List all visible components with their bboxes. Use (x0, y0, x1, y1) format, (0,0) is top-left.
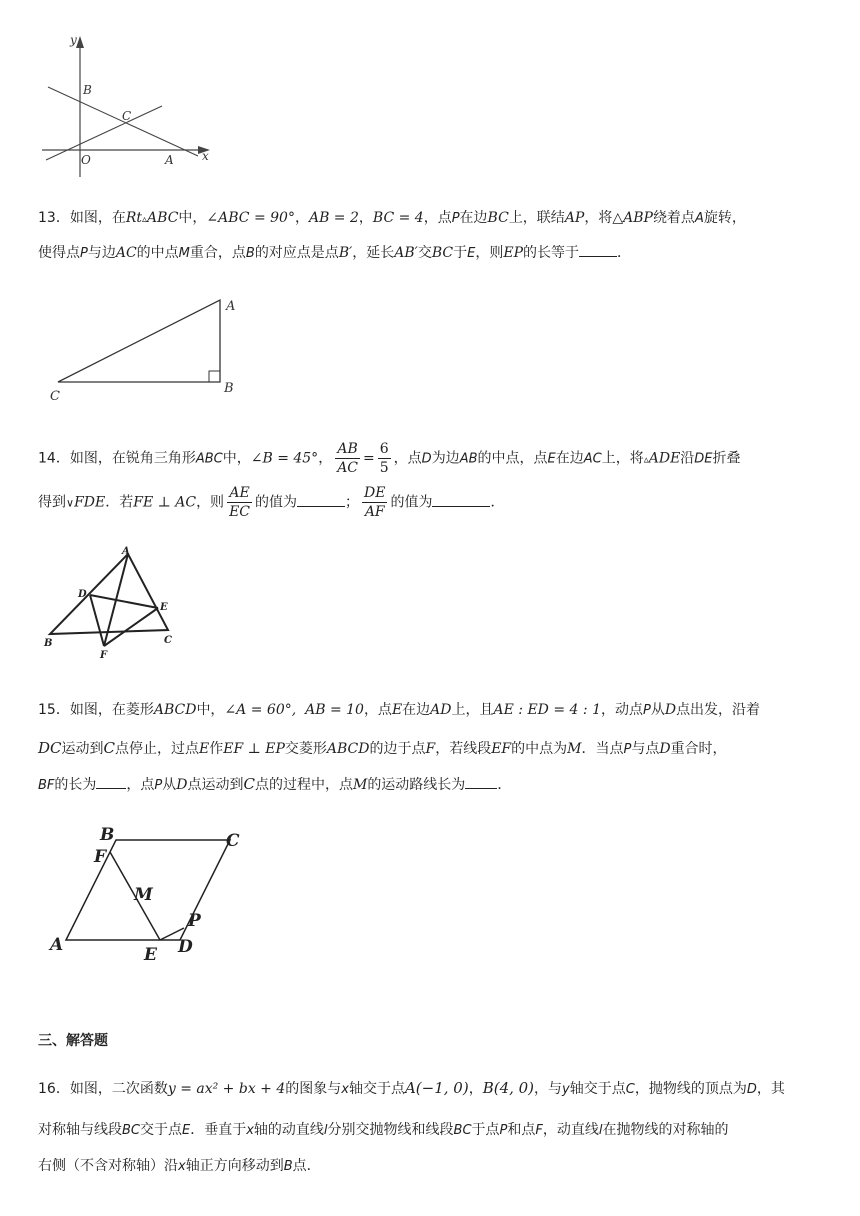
y-axis-arrow (76, 36, 84, 48)
label-e: E (160, 602, 168, 613)
answer-blank[interactable] (579, 242, 617, 257)
answer-blank-1[interactable] (297, 492, 345, 507)
label-o: O (81, 153, 91, 167)
q15-line3: BF的长为 ，点P从D点运动到C点的过程中，点M的运动路线长为 ． (38, 775, 512, 793)
q13-line2: 使得点P与边AC的中点M重合，点B的对应点是点B′，延长AB′交BC于E，则EP的长等于 ． (38, 242, 840, 264)
label-c: C (122, 109, 132, 123)
label-a: A (226, 299, 236, 314)
triangle-abc (58, 300, 220, 382)
label-c: C (226, 831, 240, 851)
label-b: B (44, 638, 53, 649)
fig15-rhombus (40, 820, 260, 970)
label-c: C (164, 635, 172, 646)
q14-line1: 14．如图，在锐角三角形ABC中，∠B = 45°， $\frac{AB}{AC}$ = $\frac{6}{5}$ ，点D为边AB的中点，点E在边AC上，将▵ADE沿DE折叠 (38, 441, 741, 476)
line-oc (46, 106, 162, 160)
label-c: C (50, 389, 60, 404)
answer-blank-1[interactable] (96, 774, 126, 789)
label-b: B (224, 381, 234, 396)
fraction-6-5: $\frac{6}{5}$ (379, 441, 389, 476)
answer-blank-2[interactable] (432, 492, 490, 507)
label-b: B (100, 825, 115, 845)
fraction-ae-ec: $\frac{AE}{EC}$ (229, 485, 250, 520)
fraction-de-af: $\frac{DE}{AF}$ (364, 485, 386, 520)
segment-de (90, 595, 158, 608)
q16-line3: 右侧（不含对称轴）沿x轴正方向移动到B点． (38, 1158, 321, 1174)
label-a: A (122, 546, 130, 557)
label-a: A (165, 153, 174, 167)
label-f: F (94, 847, 107, 867)
label-f: F (100, 650, 108, 661)
fig12-diagram (38, 32, 218, 182)
q15-line2: DC运动到C点停止，过点E作EF ⊥ EP交菱形ABCD的边于点F，若线段EF的中点为M．当点P与点D重合时， (38, 739, 727, 757)
label-b: B (83, 83, 92, 97)
label-m: M (134, 885, 153, 905)
q13-line1: 13．如图，在Rt▵ABC中，∠ABC = 90°，AB = 2，BC = 4，点P在边BC上，联结AP，将△ABP绕着点A旋转， (38, 210, 746, 226)
segment-df (90, 595, 104, 646)
q16-line2: 对称轴与线段BC交于点E．垂直于x轴的动直线l分别交抛物线和线段BC于点P和点F，动直线l在抛物线的对称轴的 (38, 1122, 729, 1138)
label-d: D (78, 589, 87, 600)
label-a: A (50, 935, 64, 955)
label-p: P (188, 911, 201, 931)
right-angle-mark (209, 371, 220, 382)
label-e: E (144, 945, 157, 965)
fraction-ab-ac: $\frac{AB}{AC}$ (337, 441, 359, 476)
answer-blank-2[interactable] (465, 774, 497, 789)
label-y: y (70, 33, 77, 47)
label-d: D (178, 937, 193, 957)
q16-line1: 16．如图，二次函数y = ax² + bx + 4的图象与x轴交于点A(−1, 0)，B(4, 0)，与y轴交于点C，抛物线的顶点为D，其 (38, 1079, 785, 1097)
q15-line1: 15．如图，在菱形ABCD中，∠A = 60°, AB = 10，点E在边AD上，且AE : ED = 4 : 1，动点P从D点出发，沿着 (38, 702, 761, 718)
fig14-triangle (40, 542, 190, 664)
fig13-triangle (40, 292, 250, 408)
section-heading: 三、解答题 (38, 1033, 108, 1049)
label-x: x (202, 149, 209, 163)
q14-line2: 得到∨FDE．若FE ⊥ AC，则 $\frac{AE}{EC}$ 的值为 ； $\frac{DE}{AF}$ 的值为 ． (38, 485, 505, 520)
triangle-abc (50, 554, 168, 634)
